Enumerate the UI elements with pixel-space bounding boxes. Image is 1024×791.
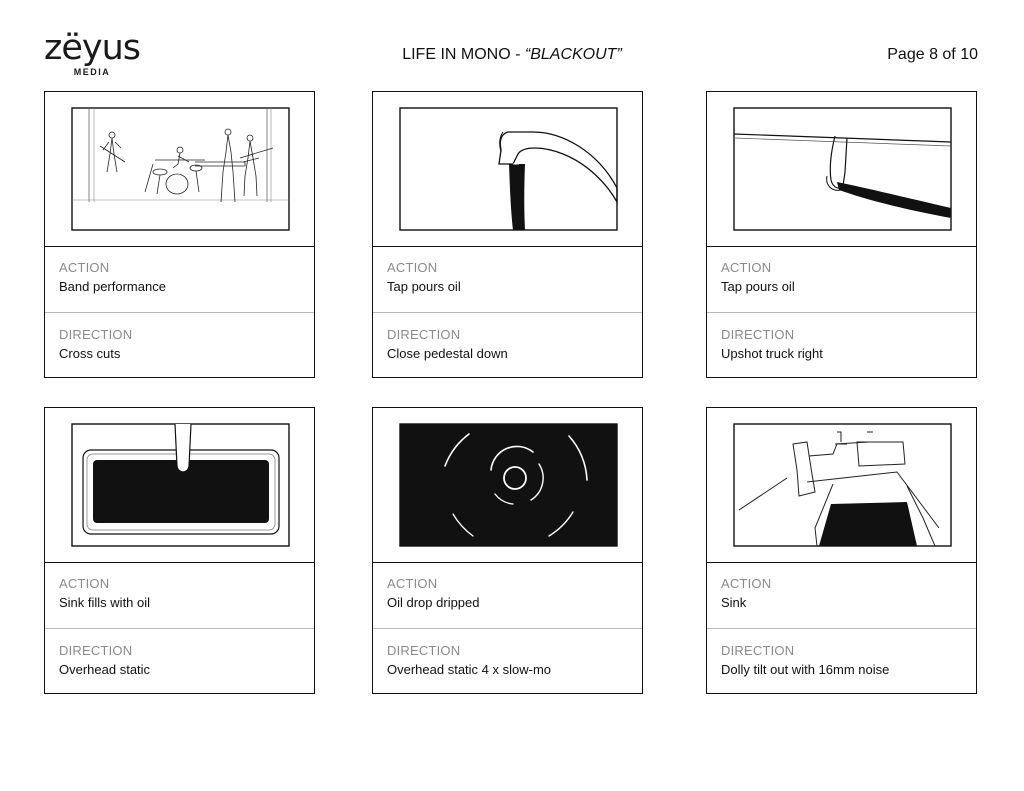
direction-text: Upshot truck right	[721, 346, 823, 361]
direction-text: Dolly tilt out with 16mm noise	[721, 662, 890, 677]
sink-wide-sketch	[707, 408, 978, 562]
panel-2-direction	[373, 313, 642, 379]
storyboard-panel-3	[706, 91, 977, 378]
storyboard-panel-4	[44, 407, 315, 694]
panel-3-direction	[707, 313, 976, 379]
panel-2-frame	[373, 92, 642, 247]
page-number: Page 8 of 10	[887, 46, 978, 63]
action-text: Sink fills with oil	[59, 595, 151, 610]
storyboard-panel-5	[372, 407, 643, 694]
direction-label: DIRECTION	[721, 643, 795, 658]
action-text: Tap pours oil	[721, 279, 795, 294]
panel-1-direction	[45, 313, 314, 379]
action-label: ACTION	[387, 260, 438, 275]
panel-5-direction	[373, 629, 642, 695]
action-label: ACTION	[721, 260, 772, 275]
action-label: ACTION	[59, 260, 110, 275]
panel-1-frame	[45, 92, 314, 247]
oil-drop-ripple-sketch	[373, 408, 644, 562]
title-series: LIFE IN MONO -	[402, 46, 525, 63]
panel-6-frame	[707, 408, 976, 563]
action-text: Oil drop dripped	[387, 595, 480, 610]
direction-label: DIRECTION	[59, 327, 133, 342]
action-label: ACTION	[59, 576, 110, 591]
band-performance-sketch	[45, 92, 316, 246]
upshot-tap-sketch	[707, 92, 978, 246]
direction-label: DIRECTION	[387, 643, 461, 658]
storyboard-panel-1	[44, 91, 315, 378]
direction-text: Overhead static 4 x slow-mo	[387, 662, 552, 677]
direction-text: Overhead static	[59, 662, 151, 677]
storyboard-panel-2	[372, 91, 643, 378]
tap-pours-oil-sketch	[373, 92, 644, 246]
panel-3-frame	[707, 92, 976, 247]
panel-5-action	[373, 562, 642, 629]
action-label: ACTION	[721, 576, 772, 591]
panel-6-direction	[707, 629, 976, 695]
direction-label: DIRECTION	[387, 327, 461, 342]
action-text: Sink	[721, 595, 747, 610]
page-title	[0, 46, 1024, 64]
logo-wordmark: zëyus	[44, 28, 141, 68]
panel-4-frame	[45, 408, 314, 563]
panel-2-action	[373, 246, 642, 313]
panel-1-action	[45, 246, 314, 313]
direction-label: DIRECTION	[721, 327, 795, 342]
action-text: Band performance	[59, 279, 166, 294]
title-episode: “BLACKOUT”	[524, 46, 622, 63]
direction-text: Cross cuts	[59, 346, 121, 361]
logo-subtitle: MEDIA	[73, 67, 111, 77]
storyboard-panel-6	[706, 407, 977, 694]
direction-text: Close pedestal down	[387, 346, 508, 361]
panel-6-action	[707, 562, 976, 629]
sink-fills-sketch	[45, 408, 316, 562]
panel-4-action	[45, 562, 314, 629]
panel-4-direction	[45, 629, 314, 695]
panel-5-frame	[373, 408, 642, 563]
action-text: Tap pours oil	[387, 279, 461, 294]
direction-label: DIRECTION	[59, 643, 133, 658]
action-label: ACTION	[387, 576, 438, 591]
panel-3-action	[707, 246, 976, 313]
